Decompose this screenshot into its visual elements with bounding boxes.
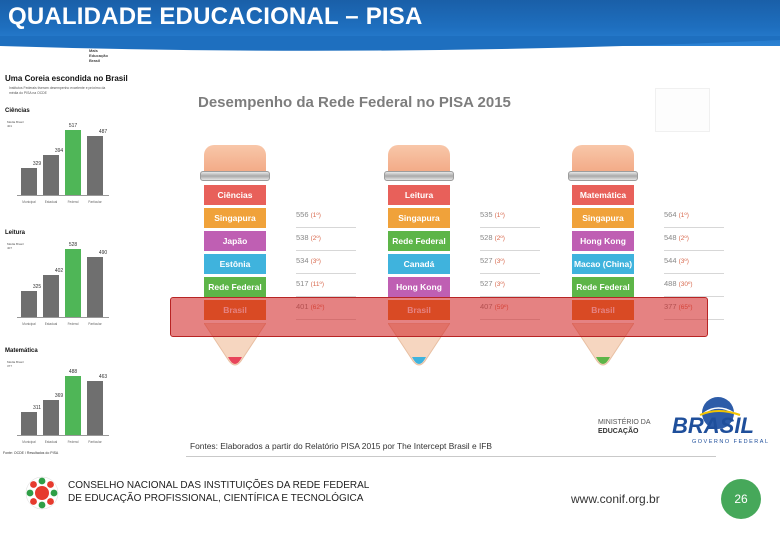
pencil-subject-label: Leitura xyxy=(388,185,450,205)
left-logo: Mais Educação Brasil xyxy=(89,48,108,63)
score-value: 534 xyxy=(296,256,309,265)
mini-chart-value: 490 xyxy=(98,250,108,257)
pencil-ferrule xyxy=(200,171,270,181)
mini-chart xyxy=(3,348,113,446)
mini-chart-bar xyxy=(21,168,37,195)
pencil-0 xyxy=(204,145,266,380)
pencil-country-label: Estônia xyxy=(204,254,266,274)
pencil-subject-label: Ciências xyxy=(204,185,266,205)
pencil-country-label: Canadá xyxy=(388,254,450,274)
score-row xyxy=(296,231,356,251)
pencil-country-label: Singapura xyxy=(572,208,634,228)
mini-chart-value: 528 xyxy=(68,242,78,249)
score-rank: (11º) xyxy=(310,281,325,288)
mini-chart-bar xyxy=(21,412,37,435)
ministry-logo xyxy=(598,418,651,436)
mini-chart-value: 487 xyxy=(98,128,108,135)
mini-chart-value: 402 xyxy=(54,268,64,275)
score-row xyxy=(664,254,724,274)
mini-chart-value: 488 xyxy=(68,368,78,375)
pencil-country-label: Singapura xyxy=(204,208,266,228)
mini-chart-value: 325 xyxy=(32,284,42,291)
left-heading: Uma Coreia escondida no Brasil xyxy=(5,74,128,83)
score-value: 528 xyxy=(480,233,493,242)
pencil-ferrule xyxy=(568,171,638,181)
pencil-2 xyxy=(572,145,634,380)
score-value: 544 xyxy=(664,256,677,265)
score-rank: (30º) xyxy=(678,281,693,288)
score-value: 535 xyxy=(480,210,493,219)
footer-url[interactable]: www.conif.org.br xyxy=(571,492,660,506)
mini-chart-bar xyxy=(43,155,59,195)
mini-chart-category: Particular xyxy=(88,322,102,326)
conif-logo xyxy=(25,476,59,510)
score-row xyxy=(296,208,356,228)
mini-chart-category: Federal xyxy=(67,322,79,326)
page-number-badge: 26 xyxy=(721,479,761,519)
left-footnote: Fonte: OCDE / Resultados do PISA xyxy=(3,451,59,455)
mini-chart-value: 369 xyxy=(54,393,64,400)
score-rank: (1º) xyxy=(678,212,689,219)
mini-chart-bar xyxy=(87,381,103,435)
mini-chart-axis xyxy=(17,195,109,196)
mini-chart-category: Estadual xyxy=(44,440,58,444)
score-rank: (3º) xyxy=(494,258,505,265)
mini-chart-axis xyxy=(17,435,109,436)
score-rank: (3º) xyxy=(494,281,505,288)
mini-chart-bar xyxy=(65,249,81,317)
pencil-subject-label: Matemática xyxy=(572,185,634,205)
mini-chart-title: Leitura xyxy=(5,230,26,236)
score-value: 517 xyxy=(296,279,309,288)
pencil-country-label: Singapura xyxy=(388,208,450,228)
image-frame xyxy=(655,88,710,132)
ministry-line1: MINISTÉRIO DA xyxy=(598,419,651,426)
score-row xyxy=(664,231,724,251)
score-row xyxy=(480,231,540,251)
score-value: 564 xyxy=(664,210,677,219)
pencil-1 xyxy=(388,145,450,380)
footer-org-line2: DE EDUCAÇÃO PROFISSIONAL, CIENTÍFICA E TECNOLÓGICA xyxy=(68,493,364,504)
pencil-country-label: Rede Federal xyxy=(572,277,634,297)
left-thumbnail-column xyxy=(3,48,128,460)
score-rank: (2º) xyxy=(310,235,321,242)
mini-chart-bar xyxy=(87,257,103,317)
brasil-governo-federal-logo xyxy=(670,395,775,445)
score-value: 538 xyxy=(296,233,309,242)
mini-chart-value: 329 xyxy=(32,161,42,168)
mini-chart-bar xyxy=(65,130,81,195)
mini-chart-value: 311 xyxy=(33,405,41,412)
pencil-country-label: Hong Kong xyxy=(388,277,450,297)
brasil-logo-tagline: GOVERNO FEDERAL xyxy=(692,439,770,445)
brasil-logo-text: BRASIL xyxy=(672,413,754,438)
mini-chart-bar xyxy=(87,136,103,195)
score-rank: (3º) xyxy=(678,258,689,265)
score-value: 527 xyxy=(480,256,493,265)
source-note: Fontes: Elaborados a partir do Relatório PISA 2015 por The Intercept Brasil e IFB xyxy=(190,441,492,451)
mini-chart-category: Federal xyxy=(67,200,79,204)
slide-title: QUALIDADE EDUCACIONAL – PISA xyxy=(8,3,423,30)
mini-chart-value: 394 xyxy=(54,148,64,155)
header-swoosh xyxy=(0,36,780,56)
score-value: 556 xyxy=(296,210,309,219)
ministry-line2: EDUCAÇÃO xyxy=(598,428,639,435)
pencil-country-label: Hong Kong xyxy=(572,231,634,251)
mini-chart-category: Estadual xyxy=(44,200,58,204)
pencil-ferrule xyxy=(384,171,454,181)
pencil-country-label: Rede Federal xyxy=(204,277,266,297)
mini-chart-legend: Média Brasil 377 xyxy=(7,360,24,368)
score-rank: (1º) xyxy=(310,212,321,219)
footer-org-line1: CONSELHO NACIONAL DAS INSTITUIÇÕES DA REDE FEDERAL xyxy=(68,480,370,491)
mini-chart-title: Ciências xyxy=(5,108,30,114)
score-rank: (3º) xyxy=(310,258,321,265)
infographic-title: Desempenho da Rede Federal no PISA 2015 xyxy=(198,94,511,111)
mini-chart-value: 517 xyxy=(68,122,78,129)
score-value: 548 xyxy=(664,233,677,242)
score-row xyxy=(480,254,540,274)
score-row xyxy=(480,208,540,228)
score-row xyxy=(480,277,540,297)
mini-chart-category: Particular xyxy=(88,440,102,444)
score-row xyxy=(664,277,724,297)
mini-chart xyxy=(3,108,113,206)
score-rank: (2º) xyxy=(678,235,689,242)
pencil-country-label: Rede Federal xyxy=(388,231,450,251)
mini-chart-category: Estadual xyxy=(44,322,58,326)
brasil-highlight-box xyxy=(170,297,708,337)
mini-chart-bar xyxy=(21,291,37,317)
mini-chart xyxy=(3,230,113,328)
mini-chart-category: Municipal xyxy=(22,200,36,204)
score-rank: (2º) xyxy=(494,235,505,242)
mini-chart-category: Federal xyxy=(67,440,79,444)
score-value: 527 xyxy=(480,279,493,288)
mini-chart-legend: Média Brasil 401 xyxy=(7,120,24,128)
divider xyxy=(186,456,716,457)
footer-organization xyxy=(68,479,369,505)
mini-chart-category: Municipal xyxy=(22,322,36,326)
mini-chart-bar xyxy=(43,400,59,435)
mini-chart-category: Municipal xyxy=(22,440,36,444)
score-rank: (1º) xyxy=(494,212,505,219)
score-row xyxy=(296,277,356,297)
score-row xyxy=(664,208,724,228)
mini-chart-value: 463 xyxy=(98,373,108,380)
left-subtext: Institutos Federais tiveram desempenho excelente e próximo da média do PISA na OCDE xyxy=(9,86,106,95)
mini-chart-title: Matemática xyxy=(5,348,38,354)
mini-chart-bar xyxy=(43,275,59,317)
mini-chart-legend: Média Brasil 407 xyxy=(7,242,24,250)
pencil-country-label: Japão xyxy=(204,231,266,251)
mini-chart-axis xyxy=(17,317,109,318)
mini-chart-category: Particular xyxy=(88,200,102,204)
pencil-country-label: Macao (China) xyxy=(572,254,634,274)
score-row xyxy=(296,254,356,274)
score-value: 488 xyxy=(664,279,677,288)
mini-chart-bar xyxy=(65,376,81,435)
